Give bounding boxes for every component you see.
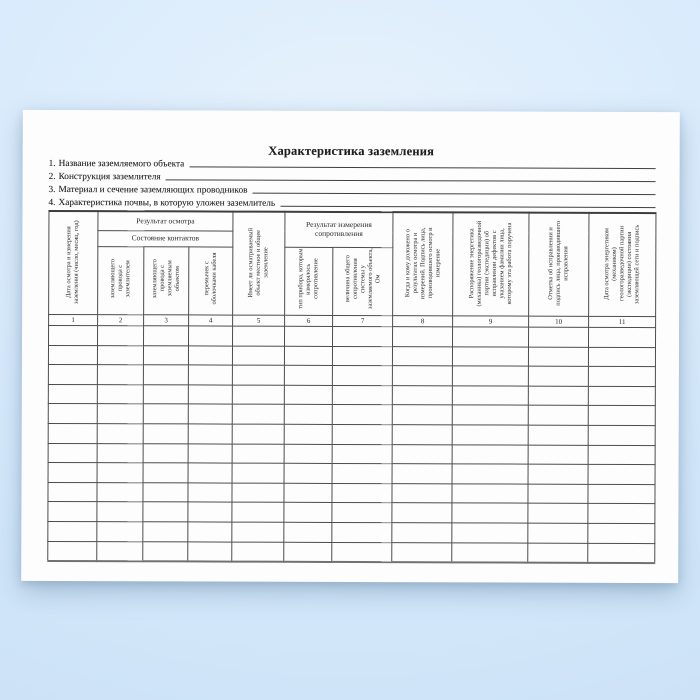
- table-cell: [232, 444, 284, 464]
- table-cell: [452, 405, 528, 425]
- table-cell: [143, 345, 188, 365]
- table-cell: [452, 346, 528, 366]
- table-cell: [232, 542, 284, 562]
- table-cell: [588, 504, 655, 524]
- table-cell: [528, 464, 588, 484]
- table-cell: [392, 503, 452, 523]
- table-row: [49, 325, 656, 347]
- column-number: 4: [189, 315, 233, 326]
- table-cell: [332, 503, 392, 523]
- table-cell: [97, 482, 143, 502]
- table-cell: [588, 445, 655, 465]
- column-number: 1: [49, 314, 98, 325]
- table-cell: [232, 385, 284, 405]
- table-cell: [232, 522, 284, 542]
- fill-in-line: [189, 166, 655, 169]
- field-label: Характеристика почвы, в которую уложен заземлитель: [58, 197, 276, 209]
- table-cell: [284, 405, 332, 425]
- table-cell: [188, 385, 232, 405]
- table-body: [48, 325, 656, 562]
- column-number: 2: [98, 315, 144, 326]
- table-cell: [528, 405, 588, 425]
- table-cell: [332, 483, 392, 503]
- table-cell: [284, 463, 332, 483]
- table-cell: [48, 463, 97, 483]
- table-cell: [392, 444, 452, 464]
- field-line-object: [49, 156, 656, 171]
- table-cell: [48, 443, 97, 463]
- table-cell: [284, 483, 332, 503]
- table-cell: [232, 463, 284, 483]
- table-cell: [188, 522, 232, 542]
- table-cell: [452, 503, 528, 523]
- table-cell: [588, 406, 655, 426]
- document-page: [21, 110, 680, 583]
- column-header-fix-mark: Отметка об исправлении и подпись лица, производившего исправления: [529, 213, 589, 317]
- table-cell: [232, 346, 284, 366]
- table-cell: [332, 424, 392, 444]
- table-cell: [188, 424, 232, 444]
- column-number: 5: [233, 315, 285, 326]
- table-cell: [143, 483, 188, 503]
- table-cell: [588, 543, 655, 563]
- grounding-characteristics-table: [47, 210, 656, 564]
- table-row: [48, 521, 655, 543]
- table-cell: [48, 404, 97, 424]
- table-cell: [284, 444, 332, 464]
- table-cell: [48, 502, 97, 522]
- table-cell: [284, 365, 332, 385]
- table-cell: [97, 541, 143, 561]
- table-cell: [528, 347, 588, 367]
- table-row: [48, 345, 655, 367]
- form-fields: [48, 156, 655, 210]
- table-cell: [332, 542, 392, 562]
- table-cell: [97, 443, 143, 463]
- table-cell: [392, 346, 452, 366]
- table-cell: [48, 365, 97, 385]
- column-number: 3: [144, 315, 189, 326]
- column-number: 8: [393, 316, 453, 327]
- table-cell: [143, 365, 188, 385]
- column-header-reported-to: Когда и кому доложено о результатах осмотра и измерений. Подпись лица, производившего осмотр и измерение: [393, 212, 453, 316]
- table-cell: [332, 464, 392, 484]
- table-cell: [588, 367, 655, 387]
- table-cell: [143, 424, 188, 444]
- table-cell: [188, 365, 232, 385]
- table-row: [48, 502, 655, 524]
- table-cell: [97, 463, 143, 483]
- group-header-contacts-state: Состояние контактов: [98, 231, 233, 247]
- field-number: 3.: [48, 184, 56, 195]
- table-cell: [392, 425, 452, 445]
- table-cell: [143, 541, 188, 561]
- column-header-wire-to-ground: заземляющего провода с заземлителем: [98, 247, 144, 315]
- table-cell: [452, 366, 528, 386]
- table-cell: [188, 443, 232, 463]
- table-cell: [48, 423, 97, 443]
- table-cell: [143, 385, 188, 405]
- table-cell: [588, 347, 655, 367]
- table-cell: [232, 424, 284, 444]
- table-cell: [97, 384, 143, 404]
- table-cell: [97, 365, 143, 385]
- table-cell: [97, 424, 143, 444]
- table-cell: [528, 425, 588, 445]
- table-cell: [392, 366, 452, 386]
- table-cell: [188, 346, 232, 366]
- fill-in-line: [280, 206, 655, 208]
- field-number: 4.: [48, 197, 56, 208]
- table-row: [48, 463, 655, 485]
- group-header-inspection-result: Результат осмотра: [98, 211, 233, 231]
- table-cell: [97, 345, 143, 365]
- table-cell: [528, 484, 588, 504]
- table-cell: [188, 502, 232, 522]
- field-line-soil: [48, 195, 655, 210]
- table-cell: [452, 542, 528, 562]
- table-cell: [143, 522, 188, 542]
- table-cell: [588, 523, 655, 543]
- table-cell: [528, 386, 588, 406]
- table-cell: [284, 385, 332, 405]
- table-cell: [97, 502, 143, 522]
- table-cell: [284, 424, 332, 444]
- table-cell: [188, 483, 232, 503]
- table-cell: [332, 444, 392, 464]
- column-number: 10: [529, 316, 589, 327]
- table-container: [47, 210, 655, 564]
- column-number: 9: [453, 316, 529, 327]
- table-cell: [528, 503, 588, 523]
- table-cell: [284, 503, 332, 523]
- table-cell: [392, 405, 452, 425]
- table-cell: [233, 326, 285, 346]
- table-cell: [188, 404, 232, 424]
- table-cell: [143, 502, 188, 522]
- page-title: Характеристика заземления: [268, 143, 435, 159]
- table-cell: [143, 443, 188, 463]
- table-cell: [528, 445, 588, 465]
- table-cell: [452, 464, 528, 484]
- table-cell: [285, 326, 333, 346]
- table-cell: [332, 522, 392, 542]
- table-row: [48, 365, 655, 387]
- table-cell: [452, 425, 528, 445]
- table-cell: [48, 541, 97, 561]
- table-cell: [392, 464, 452, 484]
- field-number: 2.: [48, 171, 56, 182]
- field-line-material: [49, 182, 656, 197]
- field-label: Материал и сечение заземляющих проводников: [58, 184, 248, 196]
- table-cell: [332, 405, 392, 425]
- table-row: [48, 541, 655, 563]
- table-cell: [452, 484, 528, 504]
- table-cell: [528, 543, 588, 563]
- table-cell: [452, 523, 528, 543]
- column-header-engineer-date: Дата осмотра энергетиком (механиком) геологоразведочной партии (экспедиции) состояния заземляющей сети и подпись: [589, 213, 656, 317]
- table-cell: [98, 326, 144, 346]
- table-cell: [332, 346, 392, 366]
- field-line-construction: [49, 169, 656, 184]
- table-cell: [452, 444, 528, 464]
- column-header-date: Дата осмотра и измерения заземления (число, месяц, год): [49, 211, 98, 315]
- table-row: [48, 443, 655, 465]
- table-row: [48, 423, 655, 445]
- table-cell: [528, 523, 588, 543]
- column-header-has-grounding: Имеет ли осматриваемый объект местное и общее заземление: [233, 212, 285, 316]
- table-cell: [392, 483, 452, 503]
- table-row: [48, 384, 655, 406]
- table-cell: [333, 326, 393, 346]
- table-cell: [188, 463, 232, 483]
- table-cell: [528, 366, 588, 386]
- table-cell: [392, 385, 452, 405]
- table-cell: [48, 521, 97, 541]
- table-cell: [332, 366, 392, 386]
- column-number: 7: [333, 315, 393, 326]
- table-cell: [393, 327, 453, 347]
- table-cell: [97, 522, 143, 542]
- table-cell: [284, 522, 332, 542]
- table-cell: [452, 386, 528, 406]
- fill-in-line: [252, 193, 655, 195]
- table-cell: [232, 404, 284, 424]
- table-cell: [284, 542, 332, 562]
- table-header: [49, 211, 656, 328]
- table-cell: [588, 464, 655, 484]
- table-cell: [588, 327, 655, 347]
- table-cell: [48, 384, 97, 404]
- table-cell: [529, 327, 589, 347]
- table-cell: [453, 327, 529, 347]
- table-cell: [49, 325, 98, 345]
- table-cell: [188, 541, 232, 561]
- column-header-wire-to-object: заземляющего провода с заземляемым объектом: [144, 247, 189, 315]
- column-number: 6: [285, 315, 333, 326]
- table-cell: [588, 484, 655, 504]
- table-cell: [143, 463, 188, 483]
- table-cell: [392, 523, 452, 543]
- table-cell: [144, 326, 189, 346]
- table-cell: [143, 404, 188, 424]
- table-cell: [588, 425, 655, 445]
- field-number: 1.: [48, 158, 56, 169]
- table-cell: [232, 502, 284, 522]
- table-cell: [232, 483, 284, 503]
- column-header-resistance-value: величина общего сопротивления системы у заземляемого объекта, Ом: [333, 247, 393, 315]
- table-cell: [189, 326, 233, 346]
- group-header-measurement-result: Результат измерения сопротивления: [285, 212, 393, 248]
- table-cell: [332, 385, 392, 405]
- field-label: Конструкция заземлителя: [58, 171, 161, 183]
- column-header-jumpers: перемычек с оболочками кабеля: [189, 247, 233, 315]
- table-cell: [392, 542, 452, 562]
- table-row: [48, 482, 655, 504]
- table-cell: [588, 386, 655, 406]
- column-number: 11: [589, 316, 656, 327]
- table-cell: [284, 346, 332, 366]
- table-cell: [97, 404, 143, 424]
- column-header-device-type: тип прибора, которым измерялось сопротивление: [285, 247, 333, 315]
- table-cell: [48, 345, 97, 365]
- table-cell: [232, 365, 284, 385]
- field-label: Название заземляемого объекта: [58, 158, 185, 170]
- column-header-order: Распоряжение энергетика (механика) геологоразведочной партии (экспедиции) об исправлении дефектов с указанием фамилии лица, которому эта работа поручена: [453, 212, 529, 316]
- table-row: [48, 404, 655, 426]
- table-cell: [48, 482, 97, 502]
